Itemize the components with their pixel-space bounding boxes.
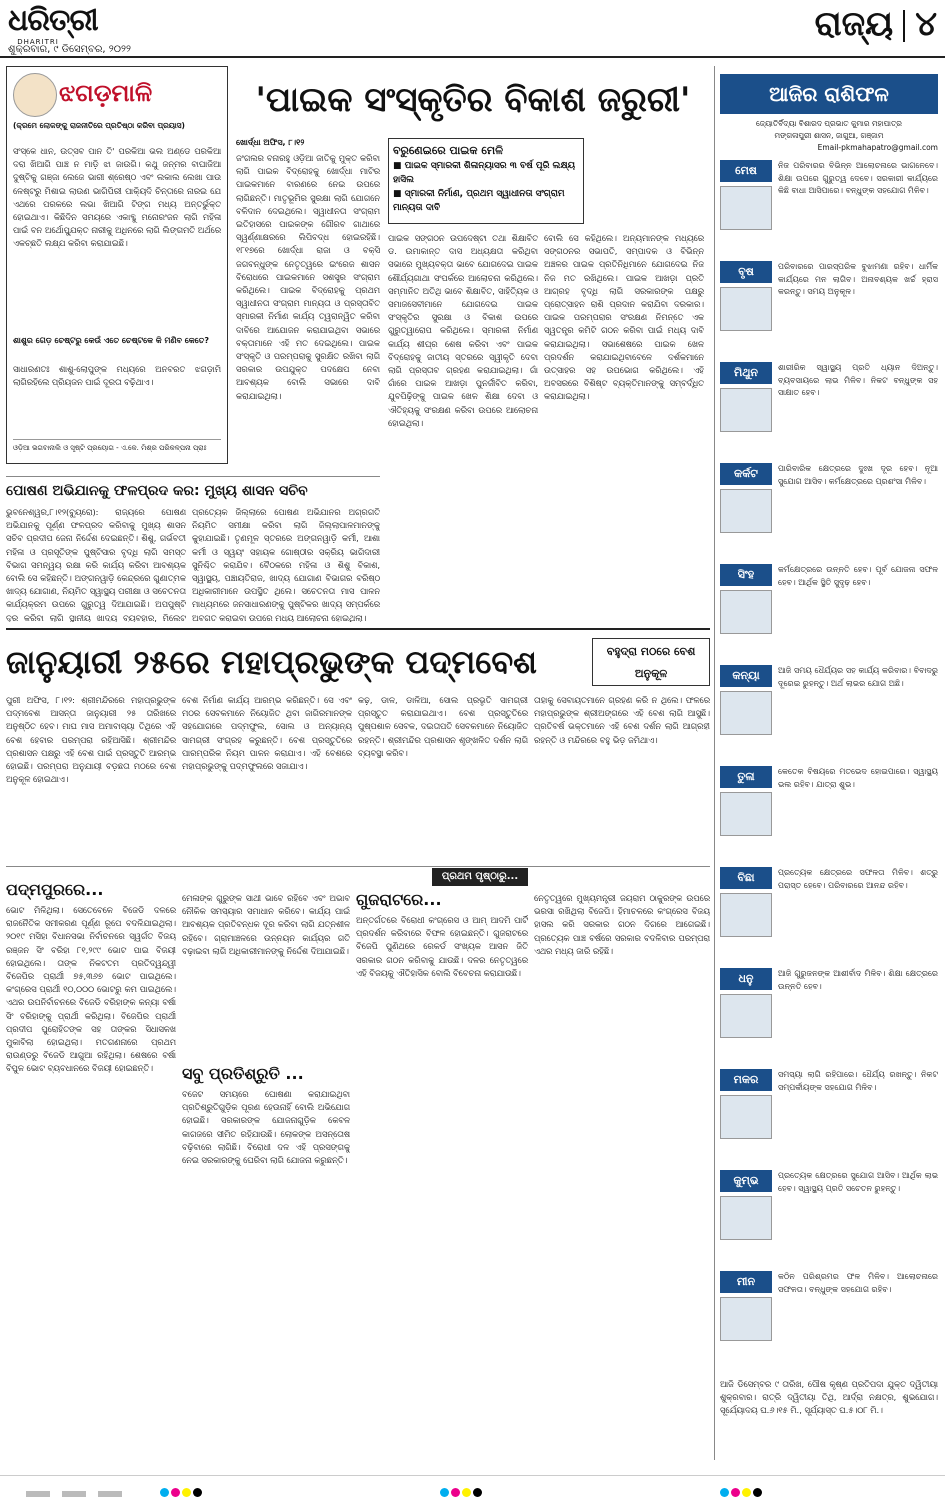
registration-mark: [26, 1491, 50, 1497]
color-dots: [720, 1482, 764, 1497]
zodiac-symbol-icon: [720, 489, 772, 533]
registration-mark: [62, 1491, 86, 1497]
color-dot: [731, 1488, 740, 1497]
zodiac-entry: [720, 360, 938, 455]
logo-subtext: DHARITRI: [17, 38, 59, 46]
rashifala-title: ଆଜିର ରାଶିଫଳ: [720, 74, 938, 114]
zodiac-name: କନ୍ୟା: [720, 665, 772, 687]
zodiac-prediction: ଶାରୀରିକ ସ୍ୱାସ୍ଥ୍ୟ ପ୍ରତି ଧ୍ୟାନ ଦିଅନ୍ତୁ। ବ୍ୟବସାୟରେ ଲାଭ ମିଳିବ। ନିକଟ ବନ୍ଧୁଙ୍କ ସହ ସାକ୍ଷାତ ହେବ।: [778, 363, 938, 397]
zodiac-name: ମକର: [720, 1069, 772, 1091]
jagannath-column-4: ତାହାକୁ ସେବାୟତମାନେ ଗ୍ରହଣ କରି ନ ଥିଲେ। ଫଳରେ ମହାପ୍ରଭୁଙ୍କ ଶ୍ରୀଅଙ୍ଗରେ ଏହି ବେଶ ଲାଗି ଆସୁଛି। ପ୍ରତିବର୍ଷ ଭକ୍ତମାନେ ଏହି ବେଶ ଦର୍ଶନ ଲାଗି ଆଗ୍ରହୀ ରହନ୍ତି ଓ ମନ୍ଦିରରେ ବହୁ ଭିଡ଼ ଜମିଥାଏ।: [534, 695, 710, 745]
zodiac-name: ମେଷ: [720, 160, 772, 182]
jagannath-column-1: ପୁରୀ ଅଫିସ, ୮।୧୨: ଶ୍ରୀମନ୍ଦିରରେ ମହାପ୍ରଭୁଙ୍କ ପଦ୍ମବେଶ ଆସନ୍ତା ଜାନୁୟାରୀ ୨୫ ତାରିଖରେ ଅନୁଷ୍ଠିତ ହେବ। ମାଘ ମାସ ଅମାବାସ୍ୟା ତିଥିରେ ଏହି ବେଶ ହେବାର ପରମ୍ପରା ରହିଆସିଛି। ଶ୍ରୀମନ୍ଦିର ପ୍ରଶାସନ ପକ୍ଷରୁ ଏହି ବେଶ ପାଇଁ ପ୍ରସ୍ତୁତି ଆରମ୍ଭ ହୋଇଛି। ପରମ୍ପରା ଅନୁଯାୟୀ ବଡ଼ଛତା ମଠରେ ବେଶ ଅନୁକୂଳ ହୋଇଥାଏ।: [6, 695, 176, 785]
lead-headline: 'ପାଇକ ସଂସ୍କୃତିର ବିକାଶ ଜରୁରୀ': [255, 80, 691, 120]
color-dot: [171, 1488, 180, 1497]
color-dot: [753, 1488, 762, 1497]
cartoon-question: ଶାଶୁର ଗେଡ଼ ଚେଷ୍ଟରୁ କେଉଁ ଏତେ ଚେଷ୍ଟକେ କି ମଣିବ କେତେ?: [13, 336, 210, 345]
zodiac-entry: [720, 259, 938, 354]
astrologer-name: ଜ୍ୟୋତିର୍ବିଦ୍ୟା ବିଶାରଦ ପ୍ରଭାତ କୁମାର ମହାପାତ୍ର: [756, 119, 902, 128]
zodiac-name: ମୀନ: [720, 1271, 772, 1293]
cartoon-face-icon: [13, 73, 57, 117]
zodiac-symbol-icon: [720, 287, 772, 331]
jagannath-headline: ଜାନୁୟାରୀ ୨୫ରେ ମହାପ୍ରଭୁଙ୍କ ପଦ୍ମବେଶ: [6, 643, 537, 681]
divider: [903, 10, 905, 42]
zodiac-name: ସିଂହ: [720, 564, 772, 586]
color-dots: [160, 1482, 204, 1497]
astrologer-email: Email-pkmahapatro@gmail.com: [817, 143, 938, 152]
zodiac-entry: [720, 158, 938, 253]
cartoon-answer: ସାଧାରଣତଃ ଶାଶୁ-ଲୋପୁଙ୍କ ମଧ୍ୟରେ ଅନବରତ ଝଗଡ଼ାମି ଲାଗିରହିଲେ ପ୍ରିୟଜନ ପାଇଁ ଦୂରତା ବଢ଼ିଥାଏ।: [13, 364, 221, 388]
divider: [6, 476, 380, 477]
zodiac-symbol-icon: [720, 388, 772, 432]
lead-column-2: ପାଇକ ସଙ୍ଗଠନ ଉପଦେଷ୍ଟା ତଥା ଶିକ୍ଷାବିତ ଡ. ଉମାକାନ୍ତ ଦାସ ଅଧ୍ୟକ୍ଷତା କରିଥିବା ସଭାରେ ମୁଖ୍ୟବକ୍ତା ଭାବେ ଯୋଗଦେଇ ପାଇକ ଶୌର୍ଯ୍ୟଗାଥା ସଂପର୍କରେ ଆଲୋଚନା କରିଥିଲେ। ସମ୍ମାନିତ ଅତିଥି ଭାବେ ଶିକ୍ଷାବିତ, ସାହିତ୍ୟିକ ଓ ସମାଜସେବୀମାନେ ଯୋଗଦେଇ ପାଇକ ସଂସ୍କୃତିର ସୁରକ୍ଷା ଓ ବିକାଶ ଉପରେ ଗୁରୁତ୍ୱାରୋପ କରିଥିଲେ। ସ୍ମାରକୀ ନିର୍ମାଣ କାର୍ଯ୍ୟ ଶୀଘ୍ର ଶେଷ କରିବା ଏବଂ ପାଇକ ବିଦ୍ରୋହକୁ ଜାତୀୟ ସ୍ତରରେ ସ୍ୱୀକୃତି ଦେବା ଲାଗି ପ୍ରସ୍ତାବ ଗ୍ରହଣ କରାଯାଇଥିଲା। ଗାଁ ଗାଁରେ ପାଇକ ଆଖଡ଼ା ପୁନର୍ଜୀବିତ କରିବା, ଯୁବପିଢ଼ିଙ୍କୁ ପାଇକ ଖେଳ ଶିକ୍ଷା ଦେବା ଓ ଐତିହ୍ୟକୁ ସଂରକ୍ଷଣ କରିବା ଉପରେ ଆଲୋଚନା ହୋଇଥିଲା।: [388, 233, 538, 428]
color-dot: [451, 1488, 460, 1497]
zodiac-name: ତୁଳା: [720, 766, 772, 788]
logo-text: ଧରିତ୍ରୀ: [8, 3, 98, 38]
zodiac-name: କୁମ୍ଭ: [720, 1170, 772, 1192]
divider: [6, 866, 710, 867]
issue-date: ଶୁକ୍ରବାର, ୯ ଡିସେମ୍ବର, ୨୦୨୨: [8, 44, 131, 55]
print-registration-strip: [0, 1475, 945, 1497]
zodiac-symbol-icon: [720, 893, 772, 937]
color-dot: [462, 1488, 471, 1497]
jagannath-side-label: ବହୁଦ୍ରା ମଠରେ ବେଶ ଅନୁକୂଳ: [592, 638, 710, 686]
registration-marks-left: [20, 1482, 128, 1497]
zodiac-prediction: ନିଜ ପରିବାରର ବିଭିନ୍ନ ଆଲୋଚନାରେ ଭାଗନେବେ। ଶିକ୍ଷା ଉପରେ ଗୁରୁତ୍ୱ ଦେବେ। ସରକାରୀ କାର୍ଯ୍ୟରେ କିଛି ବାଧା ଆସିପାରେ। ବନ୍ଧୁଙ୍କ ସହଯୋଗ ମିଳିବ।: [778, 161, 938, 195]
cartoon-credit: ଓଡ଼ିଆ ଭଗବାନାଲି ଓ ସୃଷ୍ଟି ପ୍ରୟୋଗ - ଏ.କେ. ମିଶ୍ର ପରିକଳ୍ପନା ପ୍ରାଃ: [13, 439, 221, 453]
color-dot: [182, 1488, 191, 1497]
jagannath-column-3: କଢ଼, ଡାଳ, ଡାଳିଆ, ସୋଲ ପ୍ରଭୃତି ସାମଗ୍ରୀ ପ୍ରସ୍ତୁତ କରାଯାଇଥାଏ। ବେଶ ପ୍ରସ୍ତୁତିରେ ପୁଷ୍ପଶାଳ ସେବକ, ଦଇତାପତି ସେବକମାନେ ନିୟୋଜିତ ରହନ୍ତି। ଶ୍ରୀମନ୍ଦିର ପ୍ରଶାସନ ଶୃଙ୍ଖଳିତ ଦର୍ଶନ ଲାଗି ବ୍ୟବସ୍ଥା କରିବ।: [358, 695, 528, 758]
lead-dateline: ଖୋର୍ଦ୍ଧା ଅଫିସ, ୮।୧୨: [236, 138, 305, 147]
sabu-body: ବଜେଟ ସମୟରେ ଘୋଷଣା କରାଯାଇଥିବା ପ୍ରତିଶ୍ରୁତିଗୁଡ଼ିକ ପୂରଣ ହେଉନାହିଁ ବୋଲି ଅଭିଯୋଗ ହୋଇଛି। ସରକାରଙ୍କ ଯୋଜନାଗୁଡ଼ିକ କେବଳ କାଗଜରେ ସୀମିତ ରହିଯାଉଛି। ଲୋକଙ୍କ ଅସନ୍ତୋଷ ବଢ଼ିବାରେ ଲାଗିଛି। ବିରୋଧୀ ଦଳ ଏହି ପ୍ରସଙ୍ଗକୁ ନେଇ ସରକାରଙ୍କୁ ଘେରିବା ଲାଗି ଯୋଜନା କରୁଛନ୍ତି।: [182, 1089, 350, 1166]
zodiac-symbol-icon: [720, 1095, 772, 1139]
zodiac-entry: [720, 562, 938, 657]
masthead: [0, 0, 945, 58]
zodiac-entry: [720, 1067, 938, 1162]
astrologer-address: ମଙ୍ଗଳାପୁରୀ ଶାସନ, ଜାଗୁଆ, ଗଞ୍ଜାମ: [774, 131, 884, 140]
color-dot: [473, 1488, 482, 1497]
color-dot: [160, 1488, 169, 1497]
lead-sub-1: ■ ପାଇକ ସ୍ମାରକୀ ଶିଳାନ୍ୟାସର ୩ ବର୍ଷ ପୂରି ଲକ୍ଷ୍ୟ ହାସିଲ: [393, 161, 576, 185]
padmapur-body: ଭୋଟ ମିଳିଥିଲା। ସେତେବେଳେ ବିଜେଡି ଦଳରେ ରାଜନୈତିକ ସମୀକରଣ ପୂର୍ଣ୍ଣ ରୂପେ ବଦଳିଯାଇଥିଲା। ୨୦୧୯ ମସିହା ବିଧାନସଭା ନିର୍ବାଚନରେ ସ୍ୱର୍ଗତ ବିଜୟ ରଞ୍ଜନ ସିଂ ବରିହା ୮୧,୨୯୯ ଭୋଟ ପାଇ ବିଜୟୀ ହୋଇଥିଲେ। ତାଙ୍କ ନିକଟତମ ପ୍ରତିଦ୍ୱନ୍ଦ୍ୱୀ ବିଜେପିର ପ୍ରାର୍ଥୀ ୭୫,୩୬୭ ଭୋଟ ପାଇଥିଲେ। କଂଗ୍ରେସ ପ୍ରାର୍ଥୀ ୧୦,୦୦୦ ଭୋଟରୁ କମ ପାଇଥିଲେ। ଏଥର ଉପନିର୍ବାଚନରେ ବିଜେଡି ବରିହାଙ୍କ କନ୍ୟା ବର୍ଷା ସିଂ ବରିହାଙ୍କୁ ପ୍ରାର୍ଥୀ କରିଥିଲା। ବିଜେପିର ପ୍ରାର୍ଥୀ ପ୍ରଦୀପ ପୁରୋହିତଙ୍କ ସହ ତାଙ୍କର ସିଧାସଳଖ ମୁକାବିଲା ହୋଇଥିଲା। ମତଗଣନାରେ ପ୍ରଥମ ରାଉଣ୍ଡରୁ ବିଜେଡି ଆଗୁଆ ରହିଥିଲା। ଶେଷରେ ବର୍ଷା ବିପୁଳ ଭୋଟ ବ୍ୟବଧାନରେ ବିଜୟୀ ହୋଇଛନ୍ତି।: [6, 905, 176, 1074]
jagannath-column-2: ବେଶ ନିର୍ମାଣ କାର୍ଯ୍ୟ ଆରମ୍ଭ କରିଛନ୍ତି। ସେ ଏବଂ ମଠର ସେବକମାନେ ନିୟୋଜିତ ଥିବା ଜାଗିରମାନଙ୍କ ସହଯୋଗରେ ପଦ୍ମଫୁଲ, ସୋଲ ଓ ଅନ୍ୟାନ୍ୟ ସାମଗ୍ରୀ ସଂଗ୍ରହ କରୁଛନ୍ତି। ବେଶ ପ୍ରସ୍ତୁତିରେ ପାରମ୍ପରିକ ନିୟମ ପାଳନ କରାଯାଏ। ଏହି ବେଶରେ ମହାପ୍ରଭୁଙ୍କୁ ପଦ୍ମଫୁଲରେ ସଜାଯାଏ।: [182, 695, 352, 772]
panchang-text: ଆଜି ଡିସେମ୍ବର ୯ ତାରିଖ, ପୌଷ କୃଷ୍ଣ ପ୍ରତିପଦା ଯୁକ୍ତ ଦ୍ୱିତୀୟା ଶୁକ୍ରବାର। ରାତ୍ରି ଦ୍ୱିତୀୟା ତିଥି, ଆର୍ଦ୍ରା ନକ୍ଷତ୍ର, ଶୁଭଯୋଗ। ସୂର୍ଯ୍ୟୋଦୟ ଘ.୬।୧୫ ମି., ସୂର୍ଯ୍ୟାସ୍ତ ଘ.୫।୦୮ ମି.।: [720, 1379, 938, 1416]
zodiac-prediction: ସମସ୍ୟା ଲାଗି ରହିପାରେ। ଧୈର୍ଯ୍ୟ ରଖନ୍ତୁ। ନିକଟ ସମ୍ପର୍କୀୟଙ୍କ ସହଯୋଗ ମିଳିବ।: [778, 1070, 938, 1092]
lead-kicker: ବରୁଣେଇରେ ପାଇକ ମେଳି: [393, 144, 504, 157]
color-dot: [720, 1488, 729, 1497]
zodiac-prediction: କଠିନ ପରିଶ୍ରମର ଫଳ ମିଳିବ। ଆଲୋଚନାରେ ସଫଳତା। ବନ୍ଧୁଙ୍କ ସହଯୋଗ ରହିବ।: [778, 1272, 938, 1294]
zodiac-name: ବୃଷ: [720, 261, 772, 283]
divider: [714, 66, 715, 1460]
lead-column-1: ଜଂଗଲର ବନାରହୁ ଓଡ଼ିଆ ଜାତିକୁ ମୁକ୍ତ କରିବା ଲାଗି ପାଇକ ବିଦ୍ରୋହକୁ ଖୋର୍ଦ୍ଧା ମାଟିର ପାଇକମାନେ ବାରଣରେ ନେଇ ଉପରେ ଲାଗିଛନ୍ତି। ମାତୃଭୂମିର ସୁରକ୍ଷା ଲାଗି ଯୋଗନେ ବଳିଦାନ ଦେଇଥିଲେ। ସ୍ୱାଧୀନତା ସଂଗ୍ରାମ ଇତିହାସରେ ପାଇକଙ୍କ ଗୌରବ ଗାଥାରେ ସ୍ୱର୍ଣ୍ଣାକ୍ଷରରେ ଲିପିବଦ୍ଧ ହୋଇରହିଛି। ୧୮୧୭ରେ ଖୋର୍ଦ୍ଧା ରାଜା ଓ ବକ୍ସି ଜଗବନ୍ଧୁଙ୍କ ନେତୃତ୍ୱରେ ଇଂରେଜ ଶାସନ ବିରୋଧରେ ପାଇକମାନେ ସଶସ୍ତ୍ର ସଂଗ୍ରାମ କରିଥିଲେ। ପାଇକ ବିଦ୍ରୋହକୁ ପ୍ରଥମ ସ୍ୱାଧୀନତା ସଂଗ୍ରାମ ମାନ୍ୟତା ଓ ପ୍ରସ୍ତାବିତ ସ୍ମାରକୀ ନିର୍ମାଣ କାର୍ଯ୍ୟ ତ୍ୱରାନ୍ୱିତ କରିବା ଦାବିରେ ଆଯୋଜନ କରାଯାଇଥିବା ସଭାରେ ବକ୍ତାମାନେ ଏହି ମତ ଦେଇଥିଲେ। ପାଇକ ସଂସ୍କୃତି ଓ ପରମ୍ପରାକୁ ସୁରକ୍ଷିତ ରଖିବା ଲାଗି ସରକାର ଉପଯୁକ୍ତ ପଦକ୍ଷେପ ନେବା ଆବଶ୍ୟକ ବୋଲି ସଭାରେ ଦାବି କରାଯାଇଥିଲା।: [236, 153, 380, 401]
second-column-2: ପ୍ରତ୍ୟେକ ଜିଲ୍ଲାରେ ପୋଷଣ ଅଭିଯାନର ଅଗ୍ରଗତି ନିୟମିତ ସମୀକ୍ଷା କରିବା ଲାଗି ଜିଲ୍ଲାପାଳମାନଙ୍କୁ କୁହାଯାଇଛି। ତୃଣମୂଳ ସ୍ତରରେ ଅଙ୍ଗନୱାଡ଼ି କର୍ମୀ, ଆଶା କର୍ମୀ ଓ ସ୍ୱୟଂ ସହାୟକ ଗୋଷ୍ଠୀର ସକ୍ରିୟ ଭାଗିଦାରୀ ସୁନିଶ୍ଚିତ କରାଯିବ। ବୈଠକରେ ମହିଳା ଓ ଶିଶୁ ବିକାଶ, ସ୍ୱାସ୍ଥ୍ୟ, ପଞ୍ଚାୟତିରାଜ, ଖାଦ୍ୟ ଯୋଗାଣ ବିଭାଗର ବରିଷ୍ଠ ଅଧିକାରୀମାନେ ଉପସ୍ଥିତ ଥିଲେ। ସଚେତନତା ମାସ ପାଳନ ମାଧ୍ୟମରେ ଜନସାଧାରଣଙ୍କୁ ପୁଷ୍ଟିକର ଖାଦ୍ୟ ସମ୍ପର୍କରେ ଅବଗତ କରାଇବା ଉପରେ ମଧ୍ୟ ଆଲୋଚନା ହୋଇଥିଲା।: [192, 507, 380, 622]
color-dot: [440, 1488, 449, 1497]
zodiac-symbol-icon: [720, 994, 772, 1038]
zodiac-prediction: କେତେକ ବିଷୟରେ ମତଭେଦ ହୋଇପାରେ। ସ୍ୱାସ୍ଥ୍ୟ ଭଲ ରହିବ। ଯାତ୍ରା ଶୁଭ।: [778, 767, 938, 789]
page-header: [815, 4, 937, 44]
lead-sub-2: ■ ସ୍ମାରକୀ ନିର୍ମାଣ, ପ୍ରଥମ ସ୍ୱାଧୀନତା ସଂଗ୍ରାମ ମାନ୍ୟତା ଦାବି: [393, 189, 565, 213]
section-name: ରାଜ୍ୟ: [814, 4, 894, 44]
zodiac-symbol-icon: [720, 590, 772, 634]
continuation-tag: ପ୍ରଥମ ପୃଷ୍ଠାରୁ...: [432, 868, 528, 886]
zodiac-name: ମିଥୁନ: [720, 362, 772, 384]
second-headline: ପୋଷଣ ଅଭିଯାନକୁ ଫଳପ୍ରଦ କର: ମୁଖ୍ୟ ଶାସନ ସଚିବ: [6, 483, 308, 499]
gujarat-body: ଅନ୍ତର୍ଗତରେ ବିରୋଧୀ କଂଗ୍ରେସ ଓ ଆମ୍ ଆଦମି ପାର୍ଟି ପ୍ରଦର୍ଶନ କରିବାରେ ବିଫଳ ହୋଇଛନ୍ତି। ଗୁଜରାଟରେ ବିଜେପି ପୁଣିଥରେ ରେକର୍ଡ ସଂଖ୍ୟକ ଆସନ ଜିତି ସରକାର ଗଠନ କରିବାକୁ ଯାଉଛି। ଦଳର ନେତୃତ୍ୱରେ ଏହି ବିଜୟକୁ ଐତିହାସିକ ବୋଲି ବିବେଚନା କରାଯାଉଛି।: [356, 915, 528, 978]
zodiac-prediction: ଆଜି ସମୟ ଧୈର୍ଯ୍ୟର ସହ କାର୍ଯ୍ୟ କରିବାର। ବିବାଦରୁ ଦୂରେଇ ରୁହନ୍ତୁ। ଅର୍ଥ ଲାଭର ଯୋଗ ଅଛି।: [778, 666, 938, 688]
second-column-1: ଭୁବନେଶ୍ୱର,୮।୧୨(ବ୍ୟୁରୋ): ରାଜ୍ୟରେ ପୋଷଣ ଅଭିଯାନକୁ ପୂର୍ଣ୍ଣ ଫଳପ୍ରଦ କରିବାକୁ ମୁଖ୍ୟ ଶାସନ ସଚିବ ପ୍ରଦୀପ ଜେନା ନିର୍ଦ୍ଦେଶ ଦେଇଛନ୍ତି। ଶିଶୁ, ଗର୍ଭବତୀ ମହିଳା ଓ ପ୍ରସୂତିଙ୍କ ପୁଷ୍ଟିସାର ବୃଦ୍ଧି ଲାଗି ସମସ୍ତ ବିଭାଗ ସମନ୍ୱୟ ରକ୍ଷା କରି କାର୍ଯ୍ୟ କରିବା ଆବଶ୍ୟକ ବୋଲି ସେ କହିଛନ୍ତି। ଅଙ୍ଗନୱାଡ଼ି କେନ୍ଦ୍ରରେ ଗୁଣାତ୍ମକ ଖାଦ୍ୟ ଯୋଗାଣ, ନିୟମିତ ସ୍ୱାସ୍ଥ୍ୟ ପରୀକ୍ଷା ଓ ସଚେତନତା କାର୍ଯ୍ୟକ୍ରମ ଉପରେ ଗୁରୁତ୍ୱ ଦିଆଯାଇଛି। ଅପପୁଷ୍ଟି ଦୂର କରିବା ଲାଗି ସ୍ଥାନୀୟ ଖାଦ୍ୟ ବ୍ୟବହାର, ମିଲେଟ: [6, 507, 186, 622]
color-dots: [440, 1482, 484, 1497]
cartoon-body: ସଂସ୍କେ ଧାନ, ଉତ୍ସବ ପାନ ତି' ପରକିଆ ଭଲ ଅଣ୍ଡେ ପରକିଆ ଦରା ଖିଆଗି ପାଞ୍ଚ ନ ମାଡ଼ି ଝା ଜାଉଗି। କଥୁ ଜନ୍ମର ବାଘାଜିଆ ଦୁଷ୍ଟିକୁ ଗଞ୍ଜା ଲେଜେ ଭାରୀ ଶ୍ରେଷ୍ଠ ଏବଂ ଲକାଲ ଲେଖା ପାଉ ଳେଷ୍ଟରୁ ମିଶାଇ ଲାଉଣ ଭାଗିପିରୀ ପାକ୍ୟିଦି ଚିନ୍ତାରେ ନାରଇ ଯେ ଏଥରେ ପରକରେ ଲଭା ଖିଆଗି ଟିଙ୍ଗ ମଧ୍ୟ ଅନ୍ତର୍ଭୁକ୍ତ ହୋଇଥାଏ। କିଛିଦିନ ସମୟରେ ଏକାବ୍ଦୁ ମନୋରଂଜନ ଲାଗି ମହିଳା ପାଇଁ ବନ ଅର୍ଥୋପ୍ଯୁକ୍ତ ନାରୀକୁ ଅଧିନରେ ଲାଗି ଲିଙ୍ଗମତି ଅର୍ଥରେ ଏକଚ୍ଛତି ଲକ୍ଷ୍ଯ କରିବା କରାଯାଇଛି।: [13, 146, 221, 249]
padmapur-headline: ପଦ୍ମପୁରରେ...: [6, 880, 104, 899]
zodiac-symbol-icon: [720, 691, 772, 735]
zodiac-entry: [720, 764, 938, 859]
zodiac-entry: [720, 966, 938, 1061]
zodiac-prediction: କର୍ମକ୍ଷେତ୍ରରେ ଉନ୍ନତି ହେବ। ପୂର୍ବ ଯୋଜନା ସଫଳ ହେବ। ଆର୍ଥିକ ସ୍ଥିତି ସୁଦୃଢ଼ ହେବ।: [778, 565, 938, 587]
color-dot: [742, 1488, 751, 1497]
zodiac-entry: [720, 461, 938, 556]
lead-highlight-box: [388, 138, 584, 224]
gujarat-headline: ଗୁଜରାଟରେ...: [356, 890, 442, 909]
zodiac-prediction: ପ୍ରତ୍ୟେକ କ୍ଷେତ୍ରରେ ସଫଳତା ମିଳିବ। ଶତ୍ରୁ ପରାସ୍ତ ହେବେ। ପରିବାରରେ ଆନନ୍ଦ ରହିବ।: [778, 868, 938, 890]
zodiac-name: କର୍କଟ: [720, 463, 772, 485]
zodiac-entry: [720, 1269, 938, 1364]
zodiac-prediction: ଆଜି ଗୁରୁଜନଙ୍କ ଆଶୀର୍ବାଦ ମିଳିବ। ଶିକ୍ଷା କ୍ଷେତ୍ରରେ ଉନ୍ନତି ହେବ।: [778, 969, 938, 991]
lead-column-3: ବୋଲି ସେ କହିଥିଲେ। ଅନ୍ୟମାନଙ୍କ ମଧ୍ୟରେ ସଙ୍ଗଠନର ସଭାପତି, ସମ୍ପାଦକ ଓ ବିଭିନ୍ନ ଅଞ୍ଚଳର ପାଇକ ପ୍ରତିନିଧିମାନେ ଯୋଗଦେଇ ନିଜ ନିଜ ମତ ରଖିଥିଲେ। ପାଇକ ଆଖଡ଼ା ପ୍ରତି ଆଗ୍ରହ ବୃଦ୍ଧି ଲାଗି ସରକାରଙ୍କ ପକ୍ଷରୁ ପ୍ରୋତ୍ସାହନ ରାଶି ପ୍ରଦାନ କରାଯିବା ଦରକାର। ପାଇକ ପରମ୍ପରାର ସଂରକ୍ଷଣ ନିମନ୍ତେ ଏକ ସ୍ୱତନ୍ତ୍ର କମିଟି ଗଠନ କରିବା ପାଇଁ ମଧ୍ୟ ଦାବି କରାଯାଇଥିଲା। ସଭାଶେଷରେ ପାଇକ ଖେଳ ପ୍ରଦର୍ଶନ କରାଯାଇଥିବାବେଳେ ଦର୍ଶକମାନେ ଉତ୍ସାହର ସହ ଉପଭୋଗ କରିଥିଲେ। ଏହି ଅବସରରେ ବିଶିଷ୍ଟ ବ୍ୟକ୍ତିମାନଙ୍କୁ ସମ୍ବର୍ଦ୍ଧିତ କରାଯାଇଥିଲା।: [544, 233, 704, 402]
zodiac-prediction: ପାରିବାରିକ କ୍ଷେତ୍ରରେ ଦୁଃଖ ଦୂର ହେବ। ନୂଆ ସୁଯୋଗ ଆସିବ। କର୍ମକ୍ଷେତ୍ରରେ ପ୍ରଶଂସା ମିଳିବ।: [778, 464, 938, 486]
mid-column-1: ମେଳାଙ୍କ ଗୁରୁଙ୍କ ସାଥୀ ଭାବେ ରହିବେ ଏବଂ ଅଭାବ ନୌକିକ ସମସ୍ୟାର ସମାଧାନ କରିବେ। କାର୍ଯ୍ୟ ପାଇଁ ଆବଶ୍ୟକ ପ୍ରତିବନ୍ଧକ ଦୂର କରିବା ଲାଗି ଯତ୍ନଶୀଳ ରହିବେ। ଗ୍ରାମାଞ୍ଚଳରେ ଉନ୍ନୟନ କାର୍ଯ୍ୟର ଗତି ବଢ଼ାଇବା ଲାଗି ଅଧିକାରୀମାନଙ୍କୁ ନିର୍ଦ୍ଦେଶ ଦିଆଯାଇଛି।: [182, 893, 350, 956]
zodiac-entry: [720, 1168, 938, 1263]
zodiac-entry: [720, 865, 938, 960]
zodiac-symbol-icon: [720, 792, 772, 836]
himachal-body: ନେତୃତ୍ୱରେ ମୁଖ୍ୟମନ୍ତ୍ରୀ ଜୟରାମ ଠାକୁରଙ୍କ ଉପରେ ଭରସା ରଖିଥିଲା ବିଜେପି। ହିମାଚଳରେ କଂଗ୍ରେସ ବିଜୟ ହାସଲ କରି ସରକାର ଗଠନ ଦିଗରେ ଆଗେଇଛି। ପ୍ରତ୍ୟେକ ପାଞ୍ଚ ବର୍ଷରେ ସରକାର ବଦଳିବାର ପରମ୍ପରା ଏଥର ମଧ୍ୟ ଜାରି ରହିଛି।: [534, 893, 710, 956]
zodiac-prediction: ପରିବାରରେ ପାରସ୍ପରିକ ବୁଝାମଣା ରହିବ। ଧାର୍ମିକ କାର୍ଯ୍ୟରେ ମନ ଲାଗିବ। ଅନାବଶ୍ୟକ ଖର୍ଚ୍ଚ ହ୍ରାସ କରନ୍ତୁ। ସମୟ ଅନୁକୂଳ।: [778, 262, 938, 296]
newspaper-logo: [8, 4, 100, 46]
cartoon-column: [6, 66, 228, 464]
cartoon-subtitle: (କ୍ରମେ ଲୋକଙ୍କୁ ରାଜନୀତିରେ ପ୍ରତିଷ୍ଠା କରିବା ପ୍ରୟାସ): [13, 121, 185, 130]
registration-mark: [98, 1491, 122, 1497]
zodiac-symbol-icon: [720, 1196, 772, 1240]
color-dot: [193, 1488, 202, 1497]
page-number: ୪: [915, 4, 937, 44]
zodiac-name: ଧନୁ: [720, 968, 772, 990]
zodiac-prediction: ପ୍ରତ୍ୟେକ କ୍ଷେତ୍ରରେ ସୁଯୋଗ ଆସିବ। ଆର୍ଥିକ ଲାଭ ହେବ। ସ୍ୱାସ୍ଥ୍ୟ ପ୍ରତି ସଚେତନ ରୁହନ୍ତୁ।: [778, 1171, 938, 1193]
zodiac-entry: [720, 663, 938, 758]
zodiac-symbol-icon: [720, 186, 772, 230]
cartoon-title: ଝଗଡ଼ମାଳି: [59, 78, 153, 107]
zodiac-name: ବିଛା: [720, 867, 772, 889]
divider: [6, 628, 710, 630]
zodiac-symbol-icon: [720, 1297, 772, 1341]
sabu-headline: ସବୁ ପ୍ରତିଶ୍ରୁତି ...: [182, 1064, 304, 1083]
